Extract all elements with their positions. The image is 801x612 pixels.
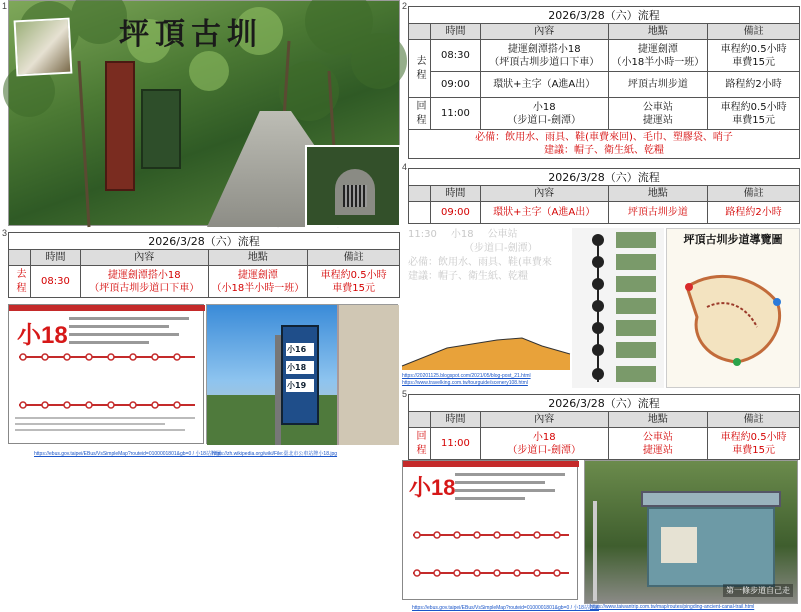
cell-time: 09:00 — [430, 72, 480, 98]
cell-content: 小18 — [532, 101, 556, 113]
cell-remark: 車程約0.5小時 — [720, 101, 787, 113]
bus-link-3[interactable]: https://ebus.gov.taipei/EBus/VsSimpleMap?routeid=0100001801&gb=0 / 小18站牌圖 — [412, 605, 599, 611]
col-remark: 備註 — [708, 24, 800, 40]
schedule-header: 2026/3/28（六）流程 — [409, 395, 800, 412]
side-label-back: 回程 — [409, 98, 431, 130]
ghost-prepare: 必備：飲用水、雨具、鞋(車費來 — [408, 257, 552, 268]
sign-route-1: 小16 — [286, 343, 314, 356]
cell-place-sub: （小18半小時一班） — [611, 56, 705, 68]
ghost-place: 公車站 — [487, 229, 518, 240]
ghost-content: 小18 — [450, 229, 474, 240]
schedule-header: 2026/3/28（六）流程 — [409, 169, 800, 186]
col-time: 時間 — [430, 24, 480, 40]
schedule-table-go — [8, 232, 400, 298]
bus-link-1[interactable]: https://ebus.gov.taipei/EBus/VsSimpleMap?routeid=0100001801&gb=0 / 小18站牌圖 — [34, 451, 221, 457]
ghost-time: 11:30 — [408, 229, 437, 240]
bus-link-4[interactable]: https://www.taiwantrip.com.tw/map/routes/pingding-ancient-canal-trail.html — [590, 604, 755, 610]
page-number: 2 — [402, 1, 408, 11]
bus-route-diagram — [403, 461, 579, 601]
page-number: 3 — [2, 228, 8, 238]
note-advise: 建議：帽子、衛生紙、乾糧 — [544, 145, 664, 156]
col-place: 地點 — [608, 186, 708, 202]
col-remark: 備註 — [308, 250, 400, 266]
col-place: 地點 — [208, 250, 308, 266]
cell-remark-sub: 車費15元 — [732, 56, 775, 68]
cell-content: 環狀+主字（A進A出） — [480, 202, 608, 224]
page-number: 5 — [402, 389, 408, 399]
cell-place-sub: 捷運站 — [642, 114, 673, 126]
elevation-graph — [402, 318, 570, 370]
schedule-header: 2026/3/28（六）流程 — [9, 233, 400, 250]
cell-time: 11:00 — [430, 98, 480, 130]
col-remark: 備註 — [708, 186, 800, 202]
side-label-go: 去程 — [9, 266, 31, 298]
park-sign — [105, 61, 135, 191]
cell-place: 坪頂古圳步道 — [608, 202, 708, 224]
cell-place-sub: 捷運站 — [642, 444, 673, 456]
tunnel-inset-photo — [305, 145, 401, 227]
cell-remark: 車程約0.5小時 — [720, 43, 787, 55]
page-number: 4 — [402, 162, 408, 172]
side-label-back: 回程 — [409, 428, 431, 460]
col-time: 時間 — [430, 186, 480, 202]
cover-title: 坪頂古圳 — [119, 17, 263, 52]
cover-photo — [8, 0, 400, 226]
col-remark: 備註 — [708, 412, 800, 428]
col-place: 地點 — [608, 412, 708, 428]
bus-shelter-photo — [584, 460, 798, 604]
cell-place: 公車站 — [642, 431, 673, 443]
cell-content-sub: （步道口-劍潭） — [507, 114, 582, 126]
side-label-go: 去程 — [409, 40, 431, 98]
col-content: 內容 — [480, 186, 608, 202]
cell-time: 11:00 — [430, 428, 480, 460]
bus-number: 小18 — [409, 475, 456, 500]
schedule-table-return — [408, 394, 800, 460]
cell-place: 公車站 — [642, 101, 673, 113]
ghost-schedule — [408, 228, 578, 286]
bus-route-map-return — [402, 460, 578, 600]
schedule-table-full — [408, 6, 800, 159]
trail-map — [666, 228, 800, 388]
cell-time: 08:30 — [430, 40, 480, 72]
bus-stop-sign-photo — [206, 304, 398, 444]
sign-route-2: 小18 — [286, 361, 314, 374]
ghost-advise: 建議：帽子、衛生紙、乾糧 — [408, 271, 528, 282]
sign-route-3: 小19 — [286, 379, 314, 392]
schedule-header: 2026/3/28（六）流程 — [409, 7, 800, 24]
cell-content: 環狀+主字（A進A出） — [480, 72, 608, 98]
cell-time: 09:00 — [430, 202, 480, 224]
col-time: 時間 — [430, 412, 480, 428]
cell-remark: 車程約0.5小時 — [320, 269, 387, 281]
cell-content-sub: （坪頂古圳步道口下車） — [489, 56, 600, 68]
col-time: 時間 — [30, 250, 80, 266]
cell-remark-sub: 車費15元 — [732, 114, 775, 126]
bus-route-map-go — [8, 304, 204, 444]
cell-content-sub: （步道口-劍潭） — [507, 444, 582, 456]
page-number: 1 — [2, 1, 8, 11]
watermark: 第一條步道自己走 — [723, 584, 793, 597]
photo-stop-strip — [572, 228, 664, 388]
map-link-2[interactable]: https://www.travelking.com.tw/tourguide/scenery108.html — [402, 380, 528, 386]
cell-content-sub: （坪頂古圳步道口下車） — [89, 282, 200, 294]
park-sign-panel — [141, 89, 181, 169]
map-link-1[interactable]: https://20201125.blogspot.com/2021/05/blog-post_21.html — [402, 373, 531, 379]
cell-remark-sub: 車費15元 — [732, 444, 775, 456]
cell-content: 小18 — [532, 431, 556, 443]
inset-photo — [14, 18, 73, 77]
bus-route-diagram — [9, 305, 205, 445]
cell-remark: 車程約0.5小時 — [720, 431, 787, 443]
cell-time: 08:30 — [30, 266, 80, 298]
elevation-profile — [402, 318, 570, 370]
col-content: 內容 — [480, 24, 608, 40]
cell-content: 捷運劍潭搭小18 — [107, 269, 181, 281]
note-prepare: 必備：飲用水、雨具、鞋(車費來回)、毛巾、塑膠袋、哨子 — [475, 132, 733, 143]
cell-remark-sub: 車費15元 — [332, 282, 375, 294]
bus-number: 小18 — [17, 322, 68, 349]
cell-remark: 路程約2小時 — [708, 202, 800, 224]
trail-map-drawing — [667, 247, 801, 377]
cell-remark: 路程約2小時 — [708, 72, 800, 98]
cell-place: 捷運劍潭 — [637, 43, 678, 55]
col-content: 內容 — [480, 412, 608, 428]
cell-place: 坪頂古圳步道 — [608, 72, 708, 98]
col-place: 地點 — [608, 24, 708, 40]
schedule-table-trail — [408, 168, 800, 224]
cell-place-sub: （小18半小時一班） — [211, 282, 305, 294]
cell-place: 捷運劍潭 — [237, 269, 278, 281]
bus-link-2[interactable]: https://zh.wikipedia.org/wiki/File:臺北市公車站牌小18.jpg — [212, 451, 338, 457]
trail-map-title: 坪頂古圳步道導覽圖 — [683, 233, 783, 246]
cell-content: 捷運劍潭搭小18 — [507, 43, 581, 55]
col-content: 內容 — [80, 250, 208, 266]
ghost-content-sub: （步道口-劍潭） — [464, 243, 538, 254]
stops-timeline — [572, 228, 664, 388]
